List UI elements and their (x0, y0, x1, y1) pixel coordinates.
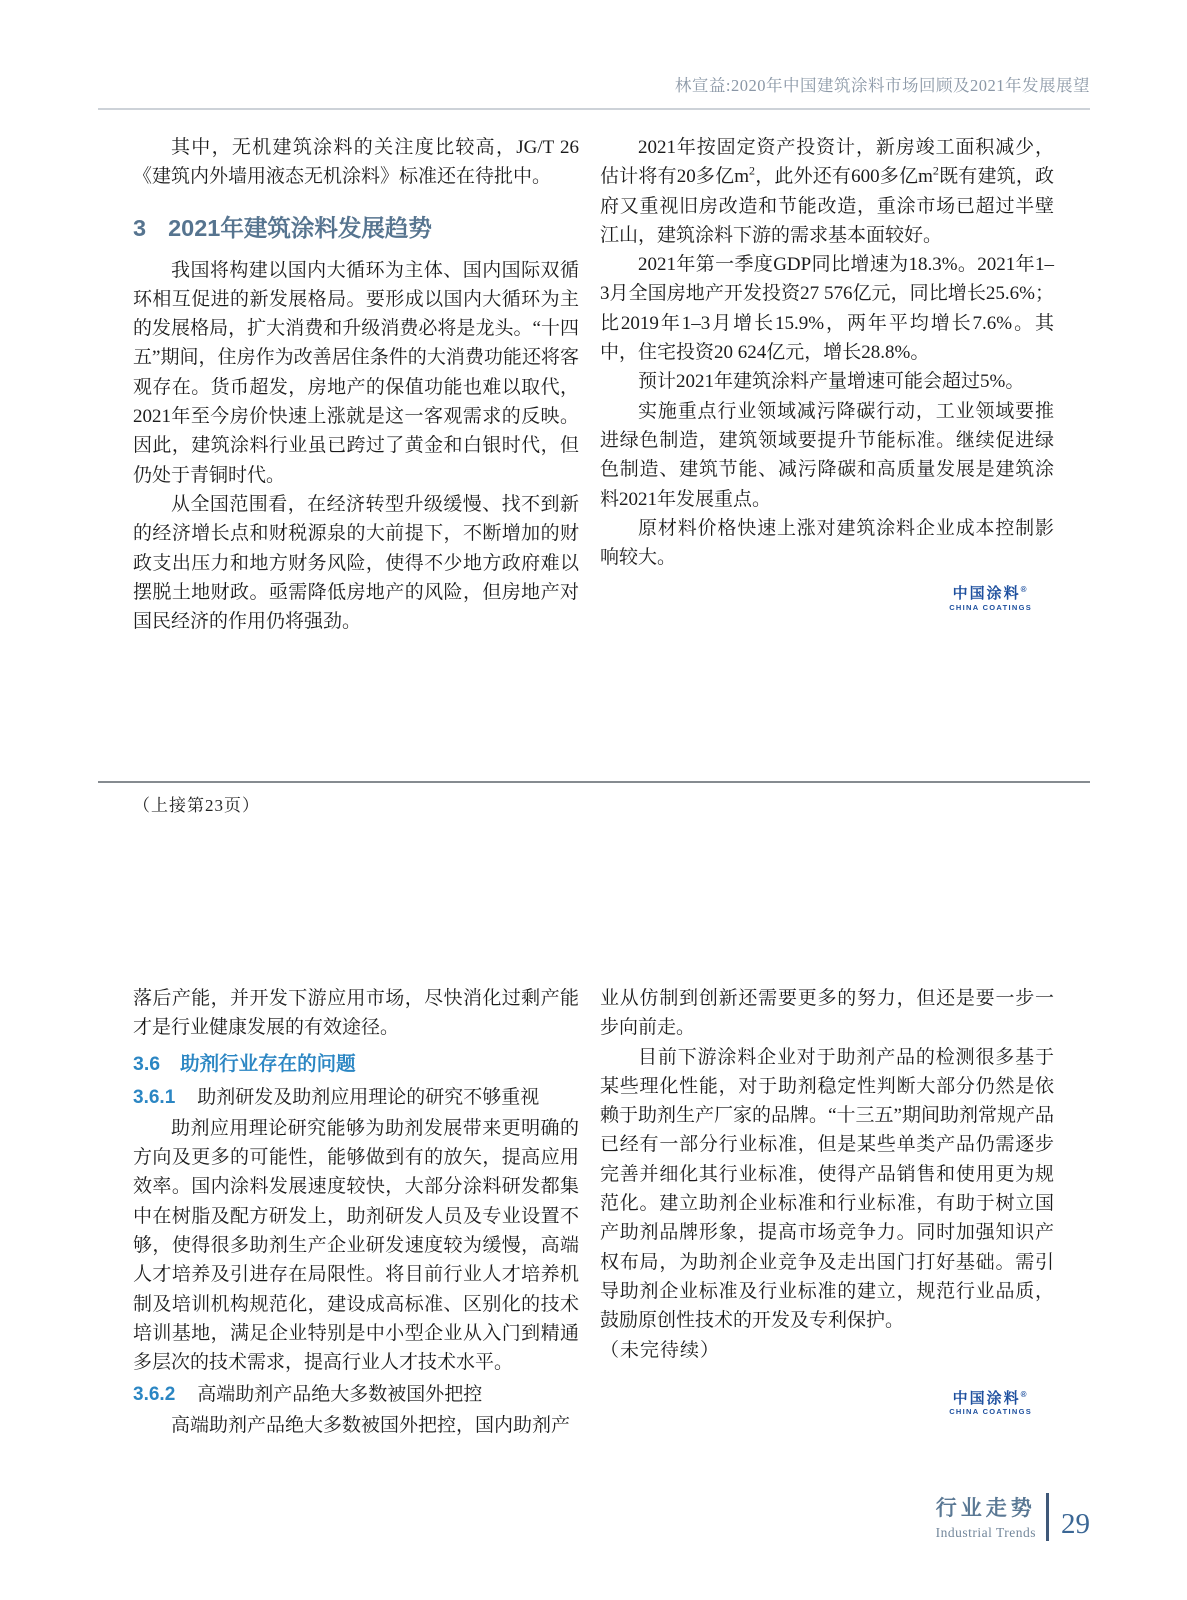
paragraph-gdp-q1: 2021年第一季度GDP同比增速为18.3%。2021年1–3月全国房地产开发投资27 576亿元，同比增长25.6%；比2019年1–3月增长15.9%，两年平均增长7.6%。其中，住宅投资20 624亿元，增长28.8%。 (600, 254, 1054, 364)
paragraph-additive-theory-research: 助剂应用理论研究能够为助剂发展带来更明确的方向及更多的可能性，能够做到有的放矢，提高应用效率。国内涂料发展速度较快，大部分涂料研发都集中在树脂及配方研发上，助剂研发人员及专业设置不够，使得很多助剂生产企业研发速度较为缓慢，高端人才培养及引进存在局限性。将目前行业人才培养机制及培训机构规范化，建设成高标准、区别化的技术培训基地，满足企业特别是中小型企业从入门到精通多层次的技术需求，提高行业人才技术水平。 (133, 1117, 579, 1374)
subsection-heading-additive-problems (133, 1050, 579, 1079)
china-coatings-logo (949, 1391, 1032, 1417)
page-number: 29 (1061, 1508, 1090, 1540)
running-head (98, 72, 1090, 110)
subsubsection-title: 高端助剂产品绝大多数被国外把控 (197, 1383, 483, 1405)
registered-mark-icon: ® (1020, 585, 1029, 595)
logo-chinese-text: 中国涂料® (952, 585, 1029, 603)
subsection-title: 助剂行业存在的问题 (180, 1052, 356, 1075)
paragraph-highend-additives-intro: 高端助剂产品绝大多数被国外把控，国内助剂产 (171, 1414, 571, 1436)
logo-english-text: CHINA COATINGS (949, 602, 1032, 612)
footer-section-english: Industrial Trends (935, 1525, 1036, 1540)
footer-section-labels (936, 1492, 1046, 1541)
top-right-column (600, 133, 1054, 615)
footer-section-chinese: 行业走势 (935, 1497, 1036, 1520)
running-head-title: 林宣益:2020年中国建筑涂料市场回顾及2021年发展展望 (674, 76, 1090, 95)
bottom-right-column (600, 984, 1054, 1419)
logo-english-text: CHINA COATINGS (949, 1407, 1032, 1417)
registered-mark-icon: ® (1020, 1389, 1029, 1399)
paragraph-dual-circulation: 我国将构建以国内大循环为主体、国内国际双循环相互促进的新发展格局。要形成以国内大循环为主的发展格局，扩大消费和升级消费必将是龙头。“十四五”期间，住房作为改善居住条件的大消费功能还将客观存在。货币超发，房地产的保值功能也难以取代，2021年至今房价快速上涨就是这一客观需求的反映。因此，建筑涂料行业虽已跨过了黄金和白银时代，但仍处于青铜时代。 (133, 259, 579, 486)
to-be-continued-note: （未完待续） (600, 1339, 721, 1361)
subsubsection-number: 3.6.2 (133, 1383, 176, 1405)
section-number: 3 (133, 214, 147, 241)
paragraph-output-forecast: 预计2021年建筑涂料产量增速可能会超过5%。 (638, 371, 1025, 393)
continued-from-note: （上接第23页） (133, 796, 260, 815)
subsection-number: 3.6 (133, 1052, 161, 1075)
subsubsection-number: 3.6.1 (133, 1086, 176, 1108)
paragraph-fixed-asset-investment: 2021年按固定资产投资计，新房竣工面积减少，估计将有20多亿$m^2$，此外还有600多亿$m^2$既有建筑，政府又重视旧房改造和节能改造，重涂市场已超过半壁江山，建筑涂料下游的需求基本面较好。 (600, 137, 1054, 246)
article-end-logo-wrap (600, 1391, 1054, 1420)
subsubsection-heading-362 (133, 1380, 579, 1409)
top-left-column (133, 133, 579, 636)
page-footer (936, 1492, 1090, 1541)
superscript-square-meter: 2 (749, 163, 756, 178)
section-heading-2021-trends (133, 209, 579, 243)
bottom-left-column (133, 984, 579, 1440)
paragraph-imitation-to-innovation: 业从仿制到创新还需要更多的努力，但还是要一步一步向前走。 (600, 988, 1054, 1039)
article-end-logo-wrap (600, 586, 1054, 615)
paragraph-national-economy: 从全国范围看，在经济转型升级缓慢、找不到新的经济增长点和财税源泉的大前提下，不断增加的财政支出压力和地方财务风险，使得不少地方政府难以摆脱土地财政。亟需降低房地产的风险，但房地产对国民经济的作用仍将强劲。 (133, 493, 579, 633)
superscript-square-meter: 2 (932, 163, 939, 178)
paragraph-green-manufacturing: 实施重点行业领域减污降碳行动，工业领域要推进绿色制造，建筑领域要提升节能标准。继续促进绿色制造、建筑节能、减污降碳和高质量发展是建筑涂料2021年发展重点。 (600, 400, 1054, 510)
subsubsection-heading-361 (133, 1083, 579, 1112)
section-title: 2021年建筑涂料发展趋势 (168, 214, 432, 241)
paragraph-inorganic-coating-standard: 其中，无机建筑涂料的关注度比较高，JG/T 26《建筑内外墙用液态无机涂料》标准还在待批中。 (133, 137, 579, 188)
paragraph-additive-standards: 目前下游涂料企业对于助剂产品的检测很多基于某些理化性能，对于助剂稳定性判断大部分仍然是依赖于助剂生产厂家的品牌。“十三五”期间助剂常规产品已经有一部分行业标准，但是某些单类产品仍需逐步完善并细化其行业标准，使得产品销售和使用更为规范化。建立助剂企业标准和行业标准，有助于树立国产助剂品牌形象，提高市场竞争力。同时加强知识产权布局，为助剂企业竞争及走出国门打好基础。需引导助剂企业标准及行业标准的建立，规范行业品质，鼓励原创性技术的开发及专利保护。 (600, 1046, 1054, 1332)
article-separator-rule (98, 781, 1090, 783)
logo-chinese-text: 中国涂料® (952, 1389, 1029, 1407)
paragraph-raw-material-prices: 原材料价格快速上涨对建筑涂料企业成本控制影响较大。 (600, 517, 1054, 569)
china-coatings-logo (949, 586, 1032, 612)
paragraph-outdated-capacity: 落后产能，并开发下游应用市场，尽快消化过剩产能才是行业健康发展的有效途径。 (133, 988, 579, 1039)
subsubsection-title: 助剂研发及助剂应用理论的研究不够重视 (197, 1086, 540, 1108)
